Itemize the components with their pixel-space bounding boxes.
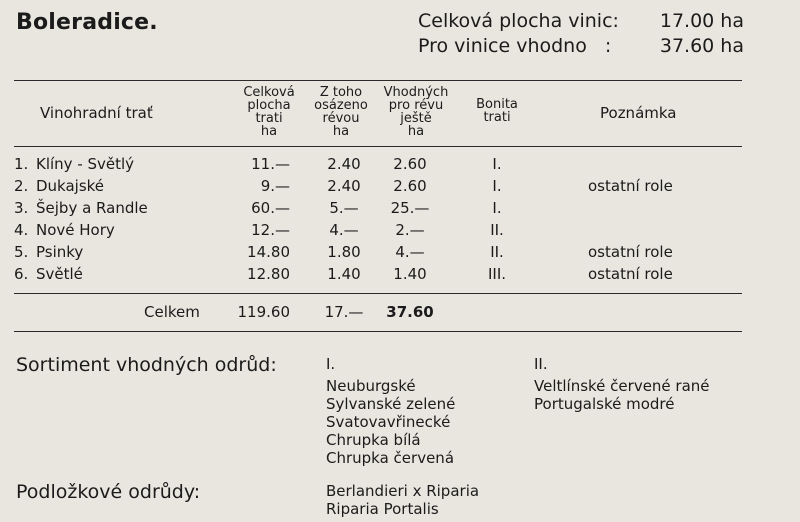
row-suitable: 25.— [390, 199, 430, 217]
row-name: Psinky [36, 243, 84, 261]
row-rating: I. [492, 177, 502, 195]
header-suitable: Vhodných pro révu ještě ha [383, 85, 449, 139]
sortiment-group-2 [534, 355, 710, 413]
row-suitable: 4.— [395, 243, 425, 261]
total-area-value: 17.00 ha [659, 10, 744, 32]
totals-label: Celkem [144, 303, 200, 321]
header-rating: Bonita trati [476, 97, 518, 125]
row-num: 6. [14, 265, 29, 283]
row-name: Šejby a Randle [36, 199, 148, 217]
row-num: 1. [14, 155, 29, 173]
row-planted: 1.40 [327, 265, 361, 283]
rootstock-list [326, 482, 479, 518]
suitable-value: 37.60 ha [659, 35, 744, 57]
row-planted: 2.40 [327, 155, 361, 173]
row-num: 3. [14, 199, 29, 217]
totals-suitable: 37.60 [386, 303, 434, 321]
rootstock-item: Riparia Portalis [326, 500, 439, 518]
rootstock-item: Berlandieri x Riparia [326, 482, 480, 500]
header-name: Vinohradní trať [40, 104, 153, 122]
variety-item: Veltlínské červené rané [534, 377, 710, 395]
header-note: Poznámka [600, 104, 677, 122]
sortiment-label: Sortiment vhodných odrůd: [16, 354, 277, 376]
variety-item: Neuburgské [326, 377, 416, 395]
row-suitable: 2.60 [393, 155, 427, 173]
header-planted: Z toho osázeno révou ha [314, 85, 368, 139]
row-rating: I. [492, 199, 502, 217]
row-planted: 2.40 [327, 177, 361, 195]
row-total: 12.— [251, 221, 290, 239]
row-total: 9.— [260, 177, 290, 195]
row-total: 12.80 [247, 265, 290, 283]
row-planted: 4.— [329, 221, 359, 239]
row-num: 5. [14, 243, 29, 261]
row-suitable: 2.60 [393, 177, 427, 195]
row-total: 60.— [251, 199, 290, 217]
row-rating: III. [487, 265, 507, 283]
sortiment-group-1 [326, 355, 455, 467]
total-area-label: Celková plocha vinic: [418, 10, 619, 32]
totals-planted: 17.— [324, 303, 364, 321]
rule-after-total [14, 331, 742, 332]
row-suitable: 1.40 [393, 265, 427, 283]
row-rating: I. [492, 155, 502, 173]
row-rating: II. [490, 221, 504, 239]
variety-item: Chrupka bílá [326, 431, 421, 449]
header-total: Celková plocha trati ha [243, 85, 295, 139]
row-note: ostatní role [588, 177, 673, 195]
variety-item: Chrupka červená [326, 449, 455, 467]
variety-item: Portugalské modré [534, 395, 675, 413]
row-name: Světlé [36, 265, 83, 283]
rule-header-bottom [14, 146, 742, 147]
rule-top [14, 80, 742, 81]
totals-total: 119.60 [237, 303, 290, 321]
page-title: Boleradice. [16, 10, 158, 35]
row-planted: 5.— [329, 199, 359, 217]
row-num: 2. [14, 177, 29, 195]
variety-item: Svatovavřinecké [326, 413, 451, 431]
row-note: ostatní role [588, 243, 673, 261]
row-total: 11.— [251, 155, 290, 173]
row-name: Dukajské [36, 177, 105, 195]
row-suitable: 2.— [395, 221, 425, 239]
rule-before-total [14, 293, 742, 294]
row-name: Klíny - Světlý [36, 155, 135, 173]
summary-total-area [418, 10, 744, 32]
row-name: Nové Hory [36, 221, 115, 239]
row-planted: 1.80 [327, 243, 361, 261]
group-heading: I. [326, 355, 336, 373]
rootstock-label: Podložkové odrůdy: [16, 481, 201, 503]
group-heading: II. [534, 355, 548, 373]
row-num: 4. [14, 221, 29, 239]
row-total: 14.80 [247, 243, 290, 261]
summary-suitable-area [418, 35, 744, 57]
row-rating: II. [490, 243, 504, 261]
row-note: ostatní role [588, 265, 673, 283]
variety-item: Sylvanské zelené [326, 395, 456, 413]
suitable-label: Pro vinice vhodno : [418, 35, 612, 57]
